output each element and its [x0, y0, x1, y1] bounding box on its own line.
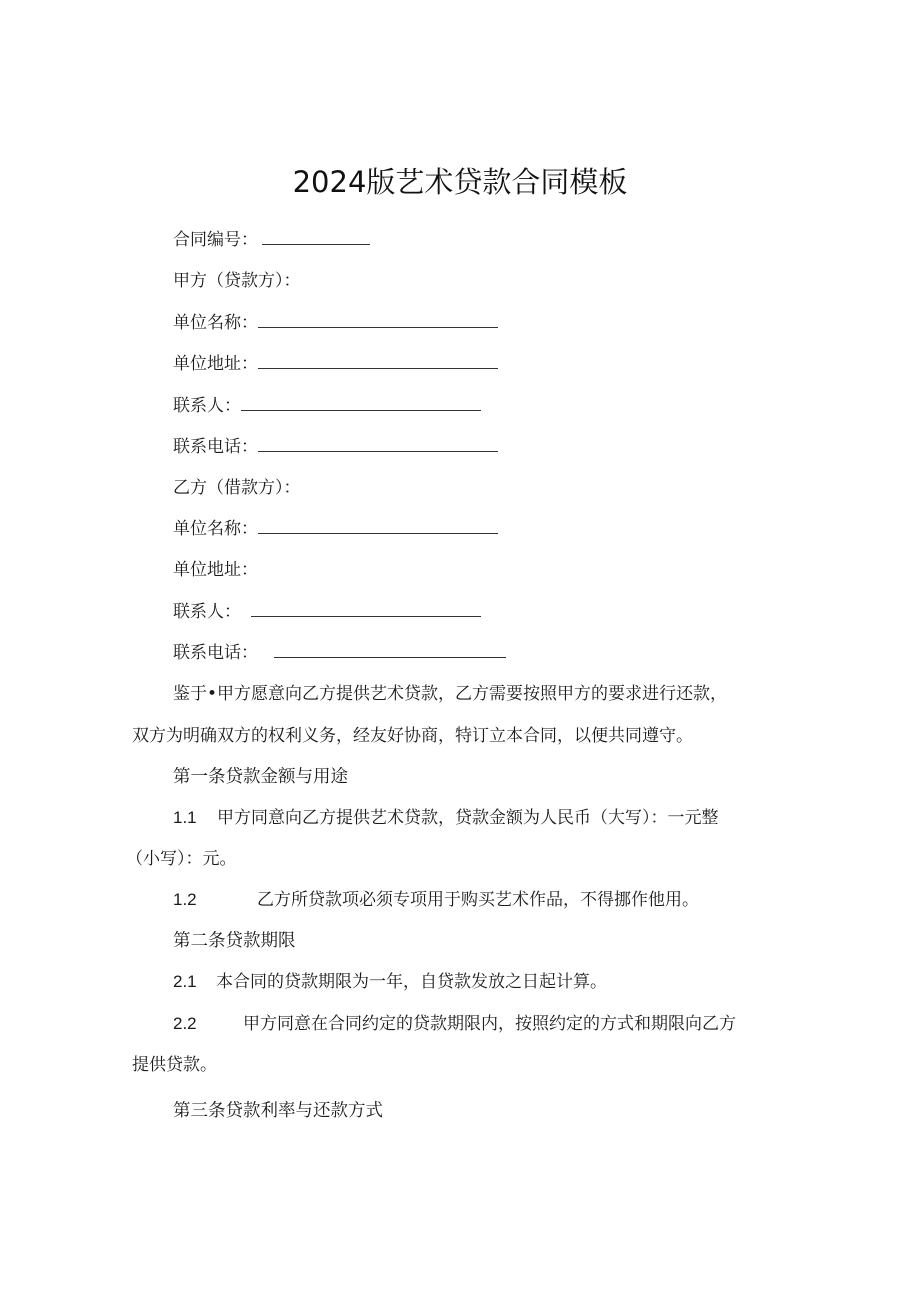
clause-2-1-text: 本合同的贷款期限为一年，自贷款发放之日起计算。 [216, 972, 607, 992]
clause-2-2-line-1 [173, 1011, 736, 1037]
party-b-unit-address-label: 单位地址： [173, 560, 258, 580]
party-b-phone-label: 联系电话： [173, 643, 258, 663]
party-a-unit-name-blank [258, 311, 498, 328]
article-3-heading: 第三条贷款利率与还款方式 [173, 1101, 383, 1121]
party-a-unit-name-label: 单位名称： [173, 313, 258, 333]
clause-2-1 [173, 969, 607, 995]
clause-2-2-text: 甲方同意在合同约定的贷款期限内，按照约定的方式和期限向乙方 [243, 1014, 736, 1034]
article-2-heading: 第二条贷款期限 [173, 931, 296, 951]
party-b-unit-name-label: 单位名称： [173, 519, 258, 539]
article-1-heading: 第一条贷款金额与用途 [173, 767, 348, 787]
clause-1-2-number: 1.2 [173, 890, 197, 909]
party-a-phone-blank [258, 435, 498, 452]
party-b-contact-field [173, 599, 481, 625]
party-b-phone-field [173, 640, 506, 666]
clause-1-1-number: 1.1 [173, 808, 197, 827]
party-a-unit-name-field [173, 310, 498, 336]
contract-number-blank [262, 228, 370, 245]
party-b-contact-label: 联系人： [173, 602, 241, 622]
clause-1-2-text: 乙方所贷款项必须专项用于购买艺术作品，不得挪作他用。 [257, 890, 699, 910]
party-b-unit-name-field [173, 516, 498, 542]
contract-number-label: 合同编号： [173, 230, 258, 250]
party-b-contact-blank [251, 600, 481, 617]
contract-number-field [173, 227, 370, 253]
party-a-phone-field [173, 434, 498, 460]
party-a-unit-address-field [173, 351, 498, 377]
preamble-line-2: 双方为明确双方的权利义务，经友好协商，特订立本合同，以便共同遵守。 [132, 726, 693, 746]
clause-1-2 [173, 887, 699, 913]
party-b-phone-blank [274, 641, 506, 658]
party-b-unit-address-field [173, 557, 258, 583]
party-a-heading: 甲方（贷款方）： [173, 271, 301, 291]
preamble-line-1: 鉴于•甲方愿意向乙方提供艺术贷款，乙方需要按照甲方的要求进行还款， [173, 684, 728, 704]
party-a-phone-label: 联系电话： [173, 437, 258, 457]
clause-2-2-line-2: 提供贷款。 [132, 1055, 217, 1075]
party-a-contact-label: 联系人： [173, 396, 241, 416]
party-a-contact-field [173, 393, 481, 419]
clause-1-1-line-1 [173, 805, 719, 831]
document-title: 2024版艺术贷款合同模板 [292, 165, 628, 199]
party-a-unit-address-label: 单位地址： [173, 354, 258, 374]
party-a-contact-blank [241, 394, 481, 411]
clause-1-1-line-2: （小写）：元。 [126, 849, 237, 869]
party-b-unit-name-blank [258, 517, 498, 534]
clause-2-2-number: 2.2 [173, 1014, 197, 1033]
clause-1-1-text: 甲方同意向乙方提供艺术贷款，贷款金额为人民币（大写）：一元整 [217, 808, 719, 828]
party-b-heading: 乙方（借款方）： [173, 478, 301, 498]
party-a-unit-address-blank [258, 352, 498, 369]
clause-2-1-number: 2.1 [173, 972, 197, 991]
